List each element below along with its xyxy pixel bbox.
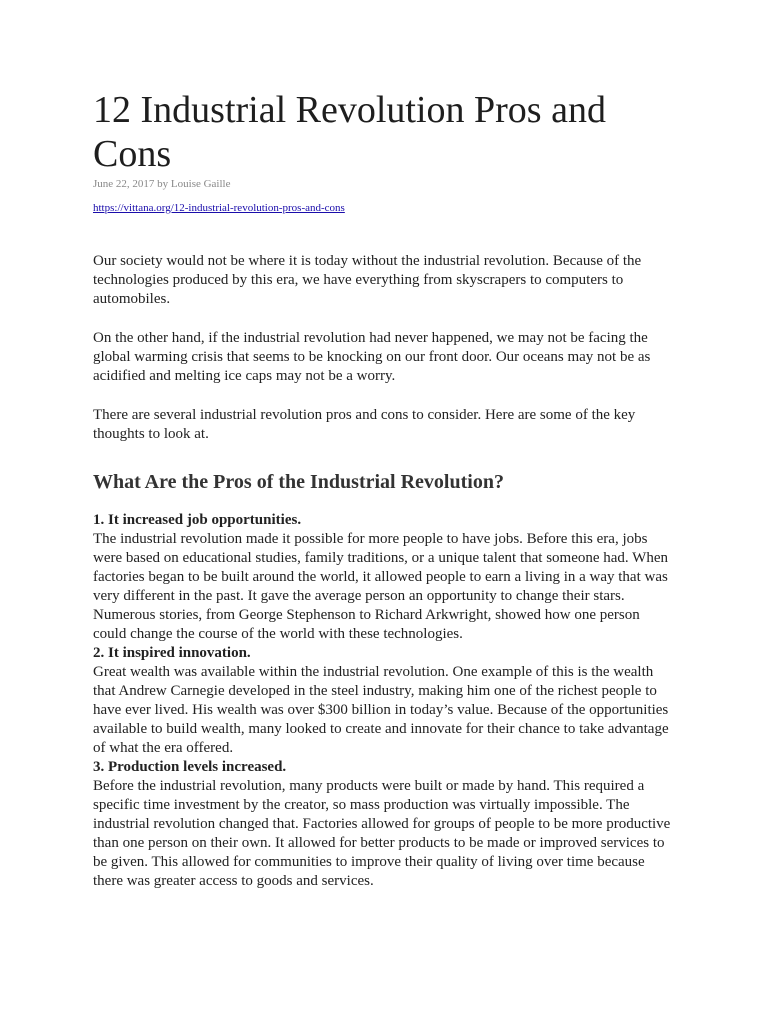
intro-section [93,252,672,444]
byline-word: by [157,178,169,190]
article-title: 12 Industrial Revolution Pros and Cons [93,89,606,175]
intro-paragraph: On the other hand, if the industrial revolution had never happened, we may not be facing the global warming crisis that seems to be knocking on our front door. Our oceans may not be as acidified and melting ice caps may not be a worry. [93,330,651,384]
pro-title: 2. It inspired innovation. [93,645,251,661]
source-link[interactable]: https://vittana.org/12-industrial-revolution-pros-and-cons [93,202,345,214]
pro-body: Great wealth was available within the industrial revolution. One example of this is the wealth that Andrew Carnegie developed in the steel industry, making him one of the richest people to have ever lived. His wealth was over $300 billion in today’s value. Because of the opportunities available to build wealth, many looked to create and innovate for their chance to take advantage of what the era offered. [93,664,669,756]
pro-item [93,758,672,891]
article-author: Louise Gaille [170,178,231,190]
intro-paragraph: There are several industrial revolution pros and cons to consider. Here are some of the key thoughts to look at. [93,407,636,442]
pros-heading: What Are the Pros of the Industrial Revolution? [93,471,504,493]
article-date: June 22, 2017 [93,178,155,190]
pro-item [93,511,672,644]
pro-item [93,644,672,758]
pro-title: 1. It increased job opportunities. [93,512,302,528]
article-meta [93,178,672,190]
intro-paragraph: Our society would not be where it is today without the industrial revolution. Because of the technologies produced by this era, we have everything from skyscrapers to computers to automobiles. [93,253,642,307]
pros-list [93,511,672,891]
pro-body: The industrial revolution made it possible for more people to have jobs. Before this era, jobs were based on educational studies, family traditions, or a unique talent that someone had. When factories began to be built around the world, it allowed people to earn a living in a way that was very different in the past. It gave the average person an opportunity to change their stars. Numerous stories, from George Stephenson to Richard Arkwright, showed how one person could change the course of the world with these technologies. [93,531,668,642]
pro-body: Before the industrial revolution, many products were built or made by hand. This required a specific time investment by the creator, so mass production was virtually impossible. The industrial revolution changed that. Factories allowed for groups of people to be more productive than one person on their own. It allowed for better products to be made or improved services to be given. This allowed for communities to improve their quality of living over time because there was greater access to goods and services. [93,778,671,889]
pro-title: 3. Production levels increased. [93,759,287,775]
